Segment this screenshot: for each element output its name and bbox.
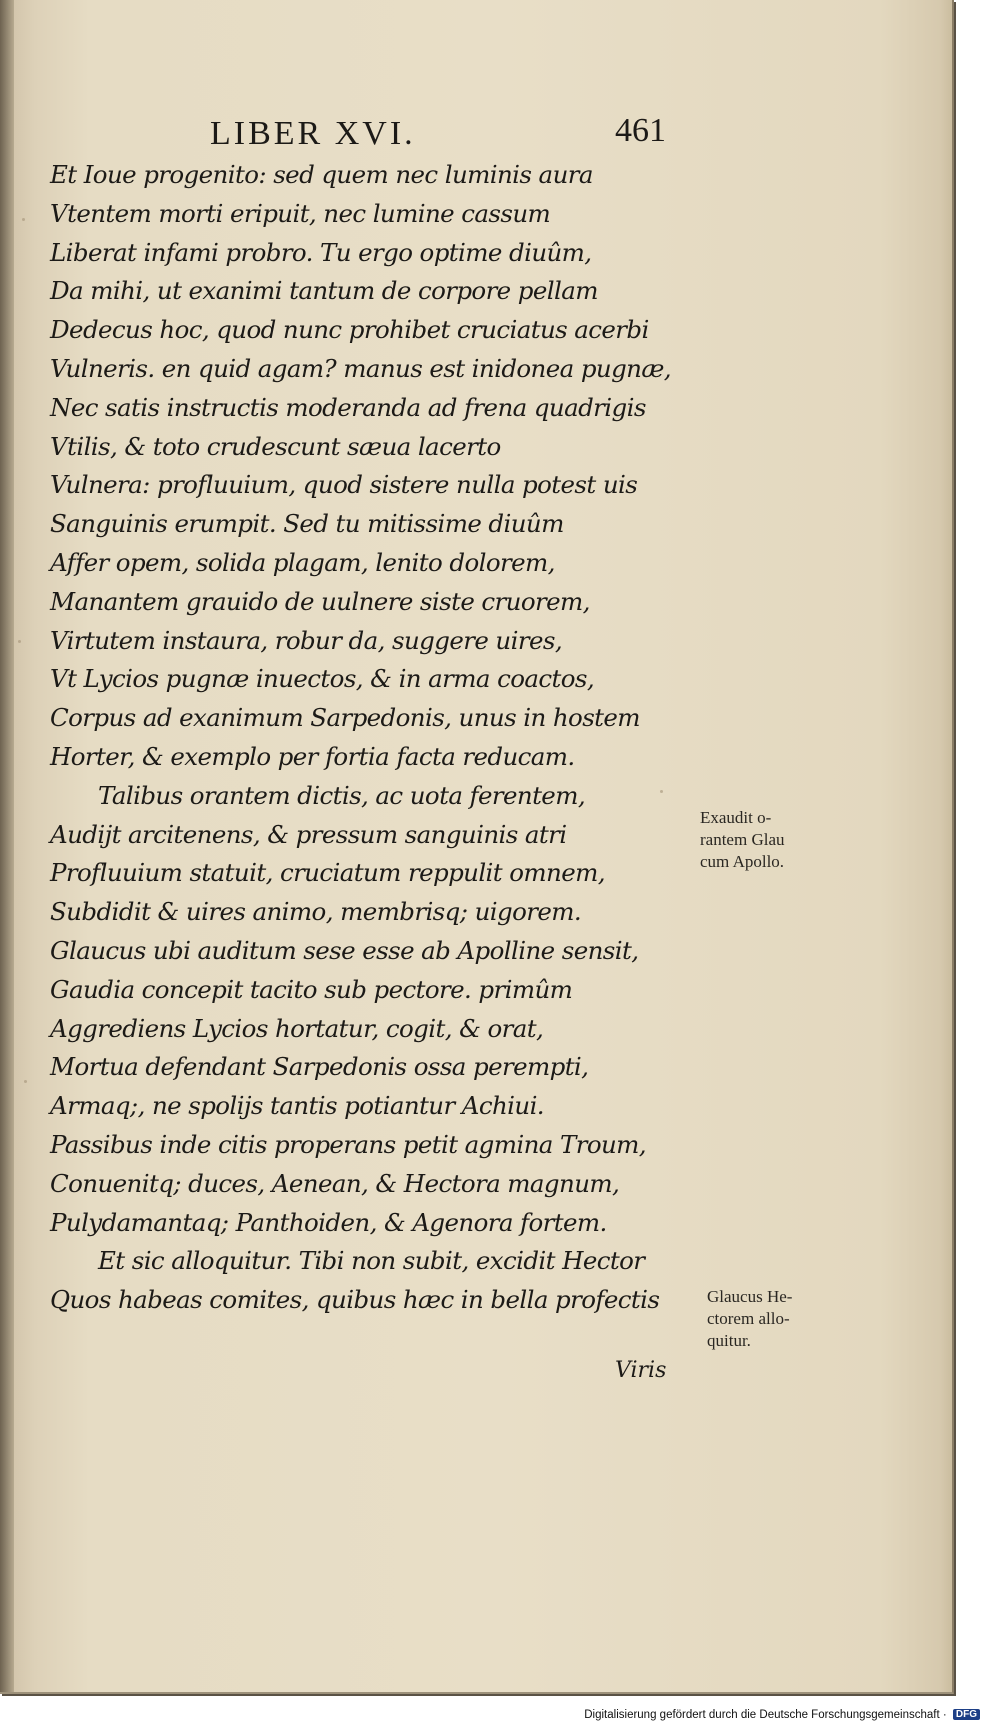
verse-line: Da mihi, ut exanimi tantum de corpore pellam [50, 276, 598, 306]
verse-line: Mortua defendant Sarpedonis ossa perempti, [50, 1052, 589, 1082]
margin-note-line: Exaudit o- [700, 808, 772, 827]
verse-line: Glaucus ubi auditum sese esse ab Apolline sensit, [50, 935, 639, 965]
verse-line: Corpus ad exanimum Sarpedonis, unus in hostem [50, 703, 640, 733]
verse-line: Profluuium statuit, cruciatum reppulit omnem, [50, 858, 605, 888]
verse-line: Liberat infami probro. Tu ergo optime diuûm, [50, 237, 592, 267]
verse-line: Audijt arcitenens, & pressum sanguinis atri [50, 819, 567, 849]
verse-line: Nec satis instructis moderanda ad frena quadrigis [50, 392, 646, 422]
verse-line: Subdidit & uires animo, membrisq; uigorem. [50, 897, 582, 927]
verse-line: Horter, & exemplo per fortia facta reducam. [50, 741, 575, 771]
catchword: Viris [615, 1358, 667, 1383]
verse-block [50, 156, 671, 1320]
verse-line: Et sic alloquitur. Tibi non subit, excidit Hector [98, 1246, 645, 1276]
page-number: 461 [615, 112, 666, 149]
margin-note-line: Glaucus He- [707, 1287, 793, 1306]
verse-line: Et Ioue progenito: sed quem nec luminis aura [50, 160, 593, 189]
verse-line: Affer opem, solida plagam, lenito dolorem, [50, 547, 555, 577]
verse-line: Vtentem morti eripuit, nec lumine cassum [50, 198, 551, 228]
verse-line: Sanguinis erumpit. Sed tu mitissime diuûm [50, 509, 564, 539]
margin-note-line: rantem Glau [700, 830, 785, 849]
verse-line: Gaudia concepit tacito sub pectore. primûm [50, 974, 573, 1004]
paper-speck [18, 640, 21, 643]
margin-note-line: cum Apollo. [700, 852, 785, 871]
verse-line: Pulydamantaq; Panthoiden, & Agenora fortem. [50, 1207, 607, 1237]
verse-line: Manantem grauido de uulnere siste cruorem, [50, 586, 590, 616]
dfg-logo-badge: DFG [953, 1709, 980, 1720]
verse-line: Dedecus hoc, quod nunc prohibet cruciatus acerbi [50, 315, 649, 345]
verse-line: Aggrediens Lycios hortatur, cogit, & orat, [50, 1013, 544, 1043]
paper-speck [24, 1080, 27, 1083]
verse-line: Talibus orantem dictis, ac uota ferentem, [98, 780, 586, 810]
verse-line: Vulneris. en quid agam? manus est inidonea pugnæ, [50, 353, 671, 383]
margin-note-line: ctorem allo- [707, 1309, 790, 1328]
digitization-credit [584, 1709, 980, 1721]
margin-note-hector [707, 1286, 792, 1352]
verse-line: Conuenitq; duces, Aenean, & Hectora magnum, [50, 1168, 620, 1198]
page-gutter-shadow [0, 0, 14, 1692]
verse-line: Vulnera: profluuium, quod sistere nulla potest uis [50, 470, 638, 500]
verse-line: Virtutem instaura, robur da, suggere uires, [50, 625, 563, 655]
digitization-credit-text: Digitalisierung gefördert durch die Deutsche Forschungsgemeinschaft · [584, 1709, 947, 1721]
verse-line: Vtilis, & toto crudescunt sæua lacerto [50, 431, 501, 461]
verse-line: Vt Lycios pugnæ inuectos, & in arma coactos, [50, 664, 595, 694]
margin-note-apollo [700, 807, 785, 873]
verse-line: Passibus inde citis properans petit agmina Troum, [50, 1129, 646, 1159]
verse-line: Armaq;, ne spolijs tantis potiantur Achiui. [50, 1091, 544, 1121]
paper-speck [660, 790, 663, 793]
verse-line: Quos habeas comites, quibus hæc in bella profectis [50, 1285, 660, 1315]
paper-speck [22, 218, 25, 221]
running-head: LIBER XVI. [210, 115, 416, 152]
margin-note-line: quitur. [707, 1331, 751, 1350]
